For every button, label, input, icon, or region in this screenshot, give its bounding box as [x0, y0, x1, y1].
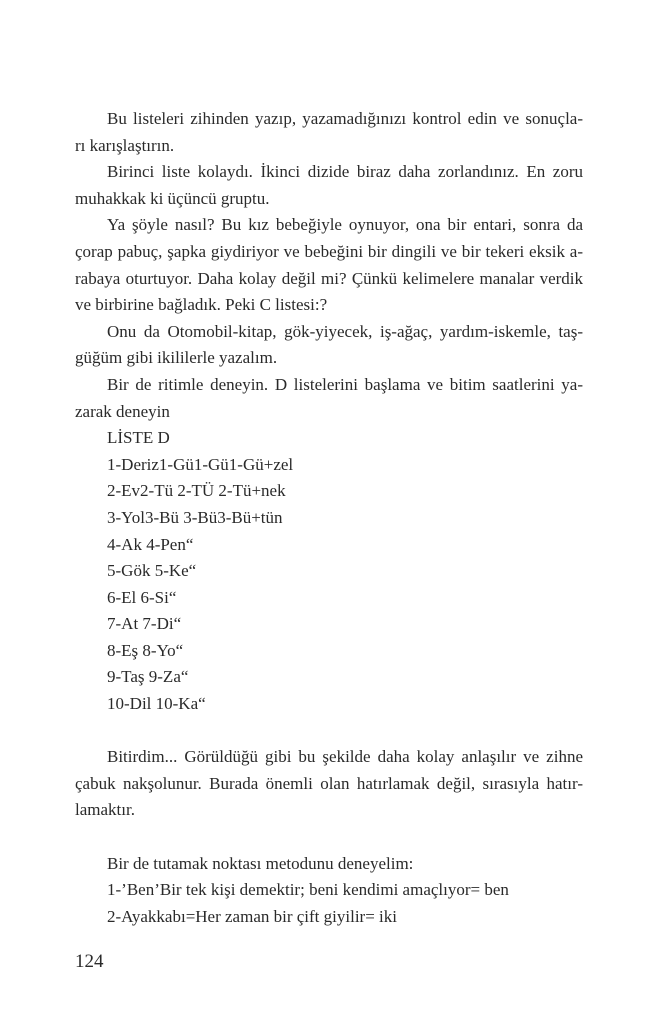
text-line: rabaya oturtuyor. Daha kolay değil mi? Çünkü kelimelere manalar verdik [75, 268, 583, 288]
spacer [75, 718, 583, 745]
paragraph [75, 159, 583, 212]
text-line: Bir de ritimle deneyin. D listelerini başlama ve bitim saatlerini ya- [107, 374, 583, 394]
text-line: rı karışlaştırın. [75, 135, 175, 155]
method-item: 2-Ayakkabı=Her zaman bir çift giyilir= iki [107, 906, 397, 926]
text-line: ve birbirine bağladık. Peki C listesi:? [75, 295, 328, 315]
list-item: 2-Ev2-Tü 2-TÜ 2-Tü+nek [107, 481, 286, 501]
text-line: lamaktır. [75, 800, 135, 820]
text-line: güğüm gibi ikililerle yazalım. [75, 348, 278, 368]
paragraph [75, 744, 583, 824]
text-line: Bitirdim... Görüldüğü gibi bu şekilde daha kolay anlaşılır ve zihne [107, 747, 583, 767]
list-title: LİSTE D [107, 428, 170, 448]
spacer [75, 824, 583, 851]
page-body [75, 106, 583, 930]
text-line: zarak deneyin [75, 401, 170, 421]
list-item: 6-El 6-Si“ [107, 587, 177, 607]
text-line: Birinci liste kolaydı. İkinci dizide biraz daha zorlandınız. En zoru [107, 162, 583, 182]
text-line: Ya şöyle nasıl? Bu kız bebeğiyle oynuyor, ona bir entari, sonra da [107, 215, 583, 235]
list-item: 8-Eş 8-Yo“ [107, 640, 184, 660]
paragraph [75, 319, 583, 372]
method-intro: Bir de tutamak noktası metodunu deneyelim: [107, 853, 414, 873]
list-item: 3-Yol3-Bü 3-Bü3-Bü+tün [107, 507, 283, 527]
paragraph [75, 212, 583, 318]
list-item: 7-At 7-Di“ [107, 614, 182, 634]
text-line: Onu da Otomobil-kitap, gök-yiyecek, iş-ağaç, yardım-iskemle, taş- [107, 321, 583, 341]
list-d [75, 425, 583, 718]
list-item: 1-Deriz1-Gü1-Gü1-Gü+zel [107, 454, 294, 474]
method-section [75, 851, 583, 931]
page-number: 124 [75, 951, 104, 972]
list-item: 5-Gök 5-Ke“ [107, 561, 197, 581]
paragraph [75, 372, 583, 425]
text-line: çorap pabuç, şapka giydiriyor ve bebeğini bir dingili ve bir tekeri eksik a- [75, 241, 583, 261]
list-item: 10-Dil 10-Ka“ [107, 694, 206, 714]
text-line: muhakkak ki üçüncü gruptu. [75, 188, 270, 208]
paragraph [75, 106, 583, 159]
text-line: Bu listeleri zihinden yazıp, yazamadığınızı kontrol edin ve sonuçla- [107, 109, 583, 128]
text-line: çabuk nakşolunur. Burada önemli olan hatırlamak değil, sırasıyla hatır- [75, 773, 583, 793]
list-item: 9-Taş 9-Za“ [107, 667, 189, 687]
method-item: 1-’Ben’Bir tek kişi demektir; beni kendimi amaçlıyor= ben [107, 880, 509, 900]
list-item: 4-Ak 4-Pen“ [107, 534, 194, 554]
